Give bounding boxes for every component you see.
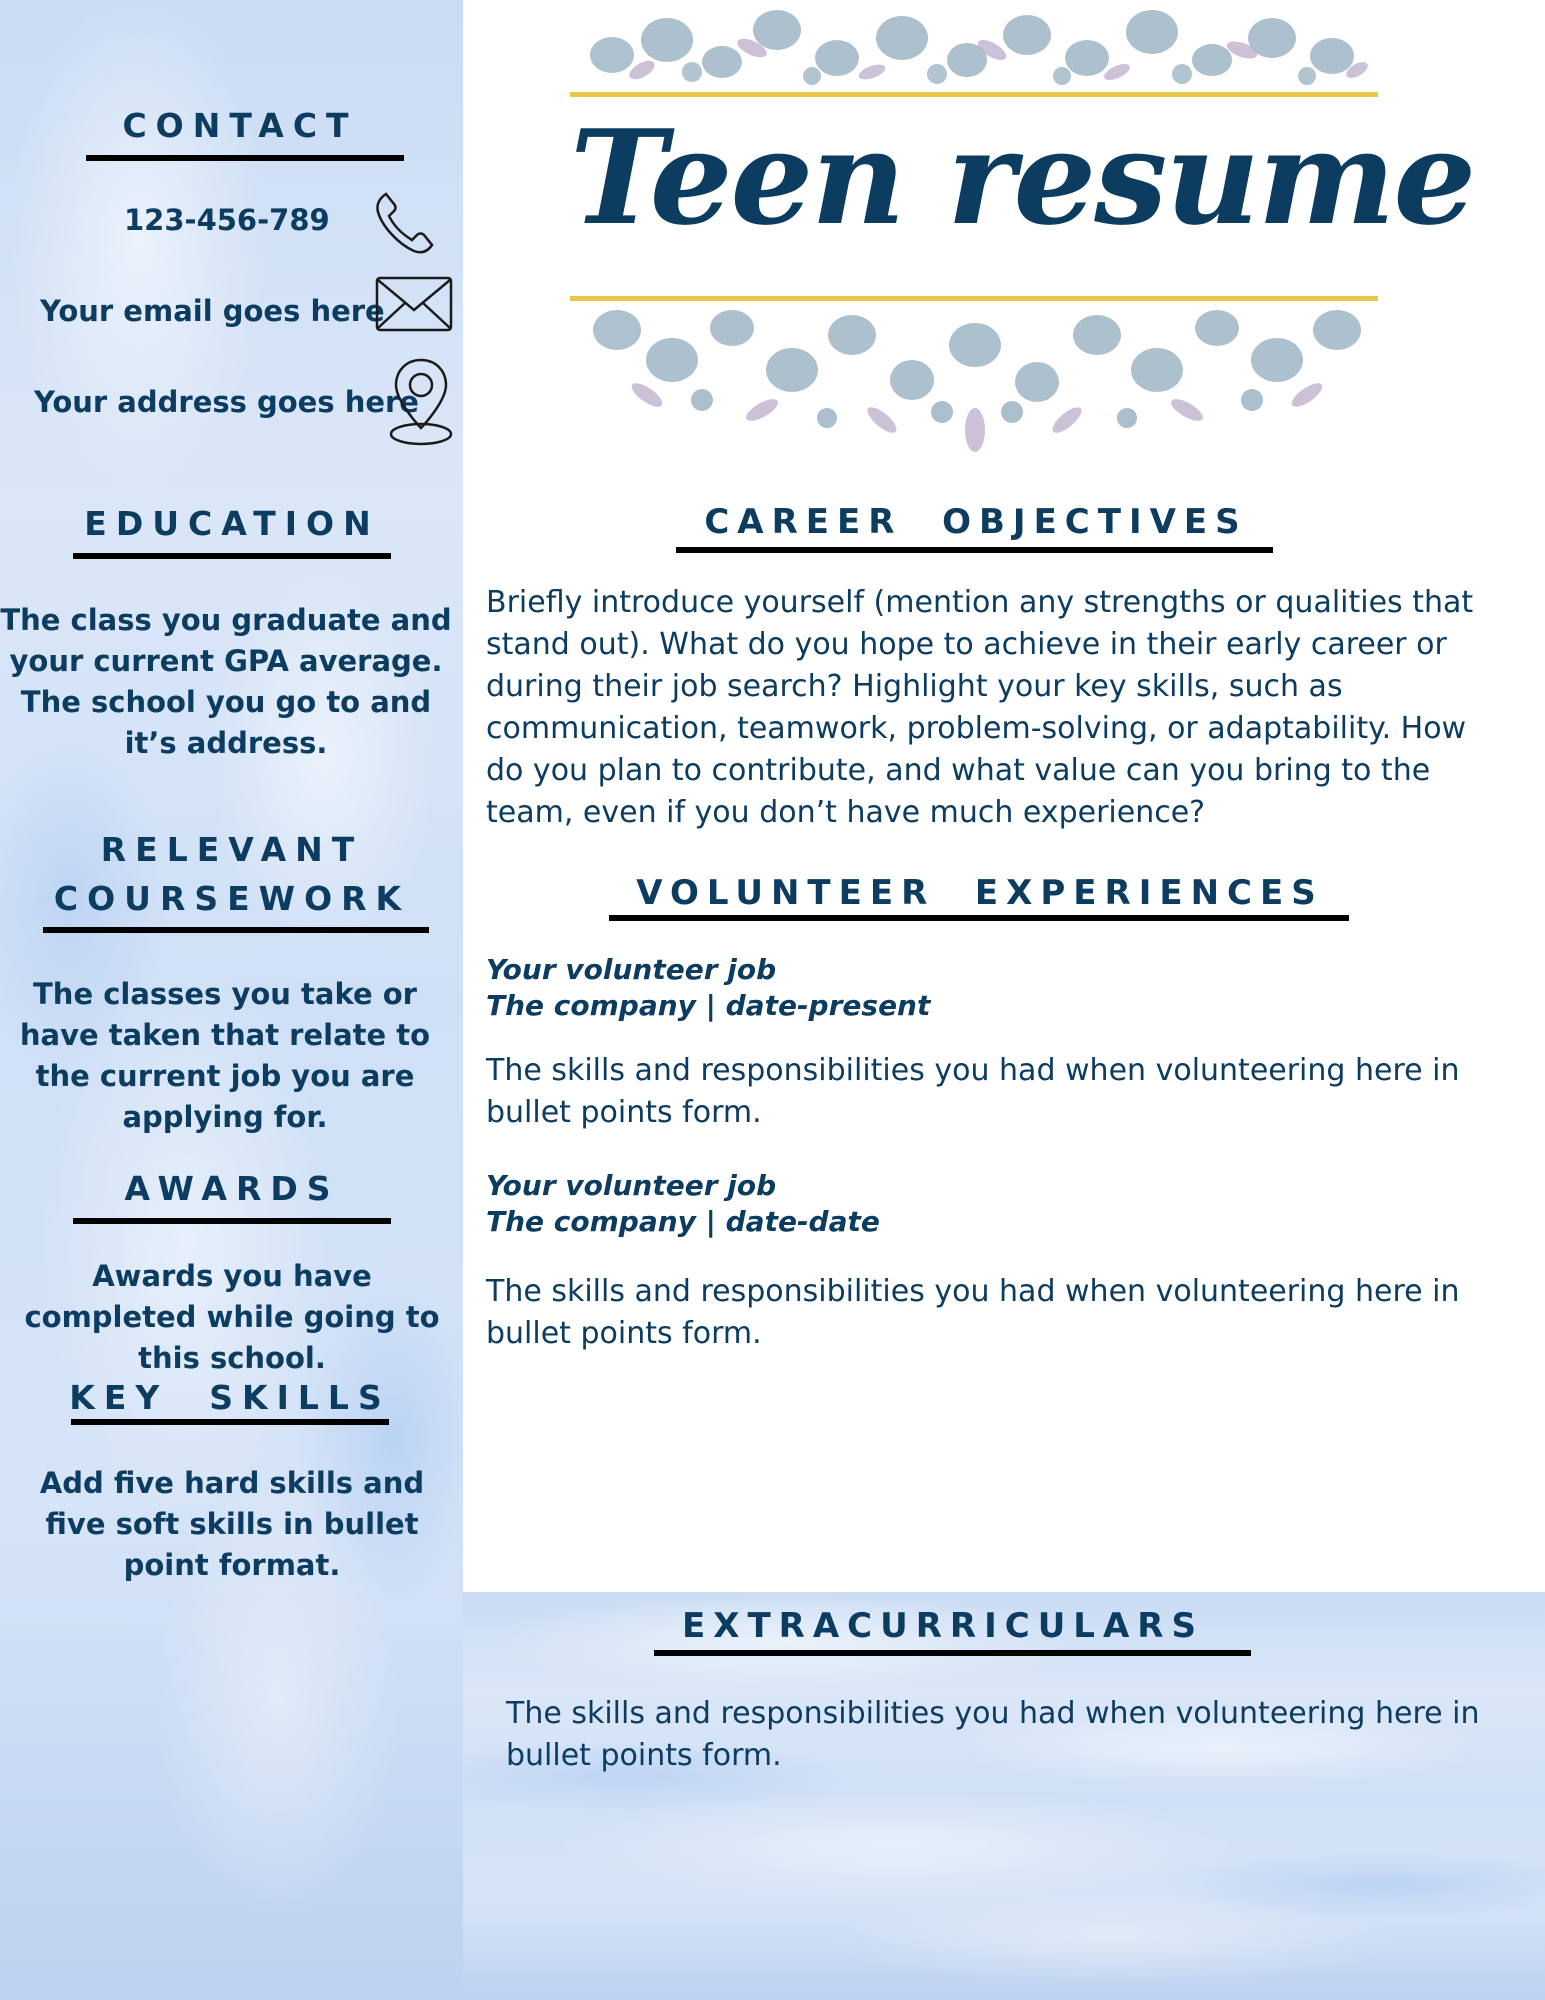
envelope-icon — [375, 276, 453, 332]
coursework-text: The classes you take or have taken that relate to the current job you are applying for. — [19, 977, 431, 1134]
volunteer-entry-2-job: Your volunteer job — [486, 1169, 777, 1202]
location-pin-icon — [388, 356, 454, 448]
volunteer-entry-1-description: The skills and responsibilities you had when volunteering here in bullet points form. — [486, 1053, 1460, 1130]
foliage-bottom-decoration — [572, 300, 1378, 456]
volunteer-entry-1-job: Your volunteer job — [486, 953, 777, 986]
coursework-heading-line2: COURSEWORK — [53, 879, 411, 918]
extracurriculars-text: The skills and responsibilities you had when volunteering here in bullet points form. — [506, 1696, 1480, 1773]
volunteer-heading: VOLUNTEER EXPERIENCES — [636, 873, 1324, 913]
education-divider — [73, 553, 391, 559]
phone-icon — [372, 188, 442, 258]
education-text: The class you graduate and your current GPA average. The school you go to and it’s address. — [0, 603, 452, 760]
volunteer-entry-2-description: The skills and responsibilities you had when volunteering here in bullet points form. — [486, 1274, 1460, 1351]
awards-divider — [73, 1218, 391, 1224]
sidebar — [0, 0, 463, 2000]
contact-heading: CONTACT — [122, 106, 358, 145]
key-skills-divider — [71, 1419, 389, 1425]
career-objectives-text: Briefly introduce yourself (mention any strengths or qualities that stand out). What do you hope to achieve in their early career or during their job search? Highlight your key skills, such as communication, teamwork, problem-solving, or adaptability. How do you plan to contribute, and what value can you bring to the team, even if you don’t have much experience? — [486, 585, 1474, 830]
resume-title: Teen resume — [570, 101, 1475, 254]
extracurriculars-section — [463, 1592, 1545, 2000]
foliage-top-decoration — [572, 0, 1378, 94]
key-skills-text: Add five hard skills and five soft skills in bullet point format. — [39, 1466, 425, 1582]
coursework-divider — [43, 927, 429, 933]
volunteer-entry-1-title — [486, 952, 1386, 1024]
volunteer-entry-1-company: The company | date-present — [486, 989, 931, 1022]
awards-text: Awards you have completed while going to this school. — [24, 1259, 440, 1375]
key-skills-heading: KEY SKILLS — [69, 1378, 391, 1417]
career-objectives-heading: CAREER OBJECTIVES — [704, 502, 1248, 542]
volunteer-divider — [609, 915, 1349, 921]
email-text: Your email goes here — [40, 294, 385, 328]
coursework-heading-line1: RELEVANT — [100, 830, 364, 869]
education-heading: EDUCATION — [84, 504, 380, 543]
phone-text: 123-456-789 — [124, 203, 330, 237]
volunteer-entry-2-title — [486, 1168, 1386, 1240]
extracurriculars-divider — [654, 1650, 1251, 1656]
career-objectives-divider — [676, 547, 1273, 553]
gold-divider-top — [570, 92, 1378, 97]
volunteer-entry-2-company: The company | date-date — [486, 1205, 880, 1238]
awards-heading: AWARDS — [124, 1169, 340, 1208]
contact-divider — [86, 155, 404, 161]
extracurriculars-heading: EXTRACURRICULARS — [682, 1606, 1204, 1646]
address-text: Your address goes here — [34, 385, 419, 419]
